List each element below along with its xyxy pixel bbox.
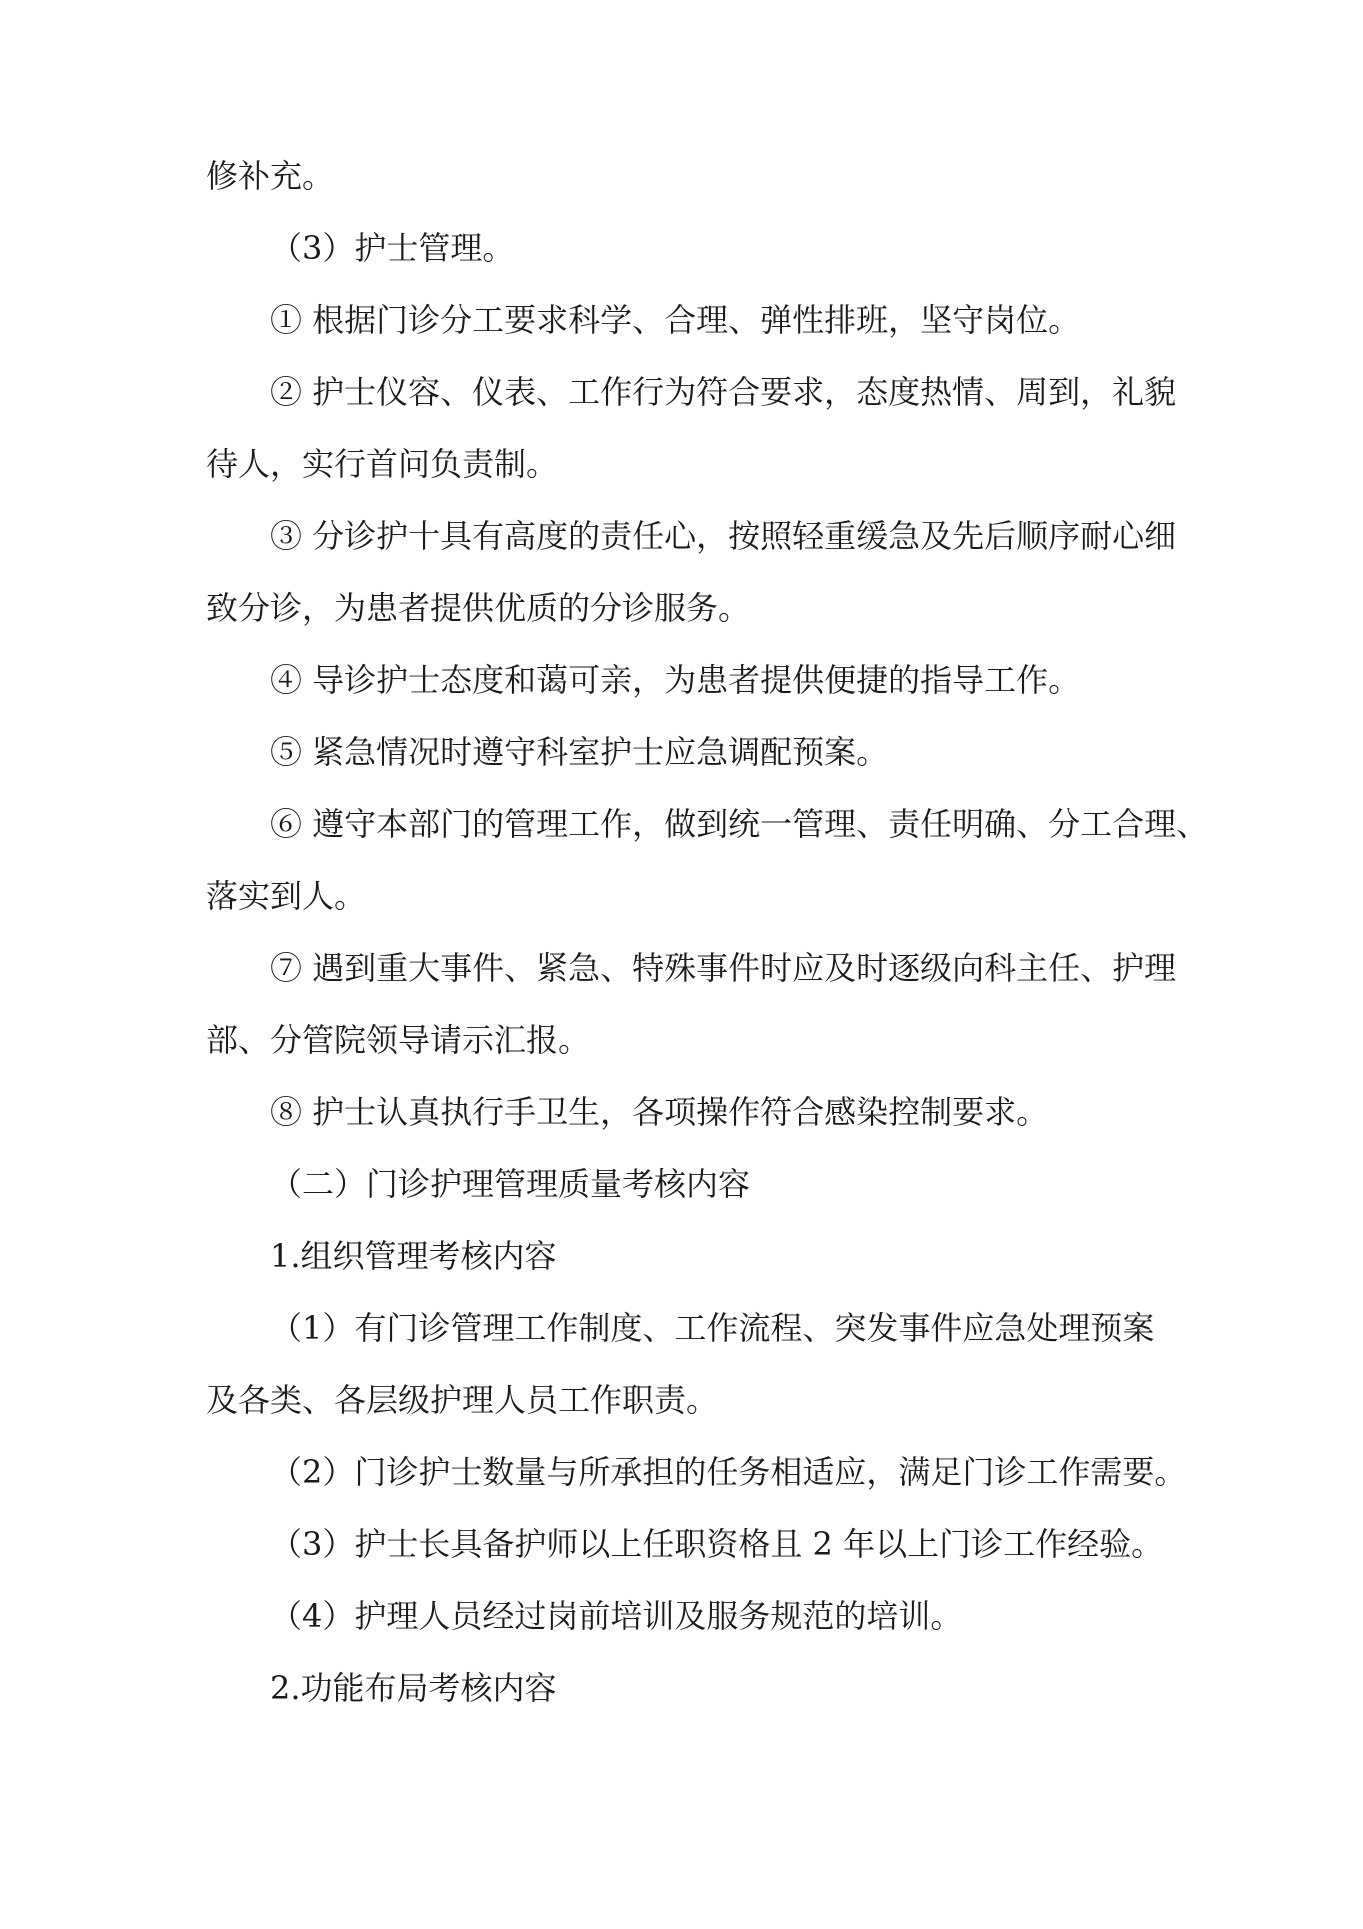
subsection-heading: 2.功能布局考核内容 [270, 1669, 557, 1707]
list-item: ④ 导诊护士态度和蔼可亲，为患者提供便捷的指导工作。 [270, 661, 1081, 699]
text-line: 修补充。 [206, 157, 335, 195]
list-item: （4）护理人员经过岗前培训及服务规范的培训。 [270, 1597, 963, 1635]
text-line: 待人，实行首问负责制。 [206, 445, 559, 483]
list-item: ⑤ 紧急情况时遵守科室护士应急调配预案。 [270, 733, 889, 771]
list-item: ⑦ 遇到重大事件、紧急、特殊事件时应及时逐级向科主任、护理 [270, 949, 1177, 987]
section-heading: （二）门诊护理管理质量考核内容 [270, 1165, 751, 1203]
list-item: （2）门诊护士数量与所承担的任务相适应，满足门诊工作需要。 [270, 1453, 1187, 1491]
text-line: 部、分管院领导请示汇报。 [206, 1021, 591, 1059]
section-heading: （3）护士管理。 [270, 229, 515, 267]
list-item: ③ 分诊护十具有高度的责任心，按照轻重缓急及先后顺序耐心细 [270, 517, 1177, 555]
list-item: ① 根据门诊分工要求科学、合理、弹性排班，坚守岗位。 [270, 301, 1081, 339]
list-item: （3）护士长具备护师以上任职资格且 2 年以上门诊工作经验。 [270, 1525, 1164, 1563]
text-line: 及各类、各层级护理人员工作职责。 [206, 1381, 719, 1419]
list-item: ⑥ 遵守本部门的管理工作，做到统一管理、责任明确、分工合理、 [270, 805, 1209, 843]
subsection-heading: 1.组织管理考核内容 [270, 1237, 557, 1275]
list-item: ② 护士仪容、仪表、工作行为符合要求，态度热情、周到，礼貌 [270, 373, 1177, 411]
list-item: （1）有门诊管理工作制度、工作流程、突发事件应急处理预案 [270, 1309, 1155, 1347]
text-line: 致分诊，为患者提供优质的分诊服务。 [206, 589, 751, 627]
text-line: 落实到人。 [206, 877, 367, 915]
list-item: ⑧ 护士认真执行手卫生，各项操作符合感染控制要求。 [270, 1093, 1049, 1131]
document-body [206, 140, 1209, 1724]
